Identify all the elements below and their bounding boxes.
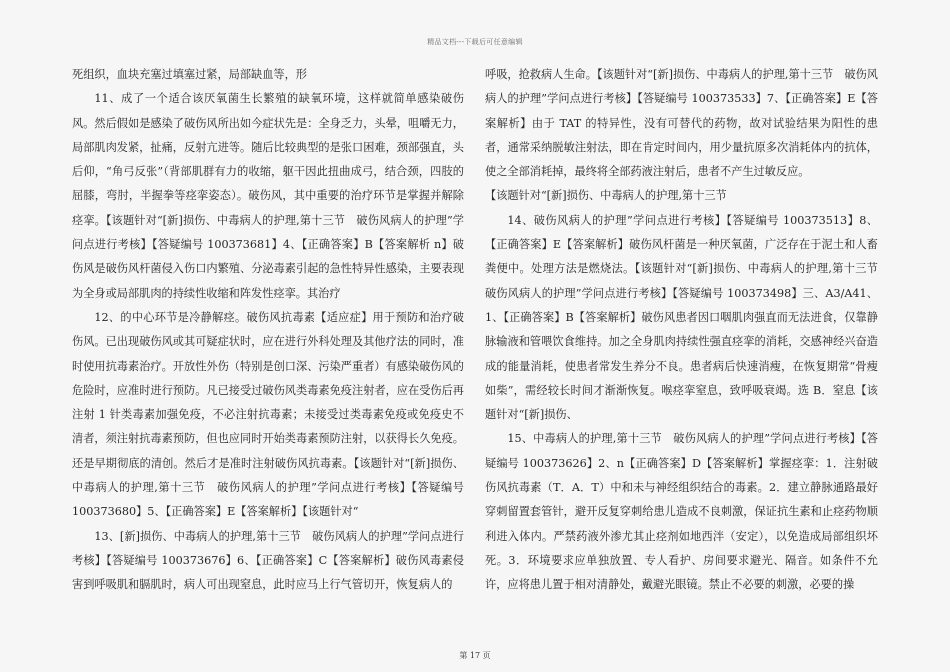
right-column [485,63,890,598]
paragraph: 死组织，血块充塞过填塞过紧，局部缺血等，形 [72,68,307,81]
left-column [72,63,464,598]
paragraph: 12、的中心环节是冷静解痉。破伤风抗毒素【适应症】用于预防和治疗破伤风。已出现破伤风或其可疑症状时，应在进行外科处理及其他疗法的同时，准时使用抗毒素治疗。开放性外伤（特别是创口深、污染严重者）有感染破伤风的危险时，应准时进行预防。凡已接受过破伤风类毒素免疫注射者，应在受伤后再注射 1 针类毒素加强免疫，不必注射抗毒素；未接受过类毒素免疫或免疫史不清者，须注射抗毒素预防，但也应同时开始类毒素预防注射，以获得长久免疫。还是早期彻底的清创。然后才是准时注射破伤风抗毒素。【该题针对“[新]损伤、中毒病人的护理,第十三节 破伤风病人的护理”学问点进行考核】【答疑编号 100373680】5、【正确答案】E【答案解析】【该题针对“ [72,310,464,519]
paragraph: 11、成了一个适合该厌氧菌生长繁殖的缺氧环境，这样就简单感染破伤风。然后假如是感染了破伤风所出如今症状先是：全身乏力，头晕，咀嚼无力，局部肌肉发紧，扯痛，反射亢进等。随后比较典型的是张口困难，颈部强直，头后仰，“角弓反张”（背部肌群有力的收缩，躯干因此扭曲成弓，结合颈，四肢的屈膝，弯肘，半握拳等痉挛姿态）。破伤风，其中重要的治疗环节是掌握并解除痉挛。【该题针对“[新]损伤、中毒病人的护理,第十三节 破伤风病人的护理”学问点进行考核】【答疑编号 100373681】4、【正确答案】B【答案解析 n】破伤风是破伤风杆菌侵入伤口内繁殖、分泌毒素引起的急性特异性感染，主要表现为全身或局部肌肉的持续性收缩和阵发性痉挛。其治疗 [72,92,464,300]
page-header: 精品文档---下载后可任意编辑 [427,38,523,46]
page-number: 第 17 页 [459,651,491,660]
paragraph: 15、中毒病人的护理,第十三节 破伤风病人的护理”学问点进行考核】【答疑编号 100373626】2、n【正确答案】D【答案解析】掌握痉挛：1．注射破伤风抗毒素（T．A．T）中和未与神经组织结合的毒素。2．建立静脉通路最好穿刺留置套管针，避开反复穿刺给患儿造成不良刺激，保证抗生素和止痉药物顺利进入体内。严禁药液外渗尤其止痉剂如地西泮（安定），以免造成局部组织坏死。3．环境要求应单独放置、专人看护、房间要求避光、隔音。如条件不允许，应将患儿置于相对清静处，戴避光眼镜。禁止不必要的刺激，必要的操 [485,432,878,592]
paragraph: 呼吸，抢救病人生命。【该题针对“[新]损伤、中毒病人的护理,第十三节 破伤风病人的护理”学问点进行考核】【答疑编号 100373533】7、【正确答案】E【答案解析】由于 TAT 的特异性，没有可替代的药物，故对试验结果为阳性的患者，通常采纳脱敏注射法，即在肯定时间内，用少量抗原多次消耗体内的抗体，使之全部消耗掉，最终将全部药液注射后，患者不产生过敏反应。 [485,68,878,179]
paragraph: 13、[新]损伤、中毒病人的护理,第十三节 破伤风病人的护理”学问点进行考核】【答疑编号 100373676】6、【正确答案】C【答案解析】破伤风毒素侵害到呼吸肌和膈肌时，病人可出现窒息，此时应马上行气管切开，恢复病人的 [72,529,464,592]
paragraph: 14、破伤风病人的护理”学问点进行考核】【答疑编号 100373513】8、【正确答案】E【答案解析】破伤风杆菌是一种厌氧菌，广泛存在于泥土和人畜粪便中。处理方法是燃烧法。【该题针对“[新]损伤、中毒病人的护理,第十三节 破伤风病人的护理”学问点进行考核】【答疑编号 100373498】三、A3/A41、1、【正确答案】B【答案解析】破伤风患者因口咽肌肉强直而无法进食，仅靠静脉输液和管喂饮食维持。加之全身肌肉持续性强直痉挛的消耗，交感神经兴奋造成的能量消耗，使患者常发生养分不良。患者病后快速消瘦，在恢复期常“骨瘦如柴”，需经较长时间才渐渐恢复。喉痉挛窒息，致呼吸衰竭。选 B．窒息【该题针对“[新]损伤、 [485,213,890,422]
paragraph: 【该题针对“[新]损伤、中毒病人的护理,第十三节 [485,189,727,203]
